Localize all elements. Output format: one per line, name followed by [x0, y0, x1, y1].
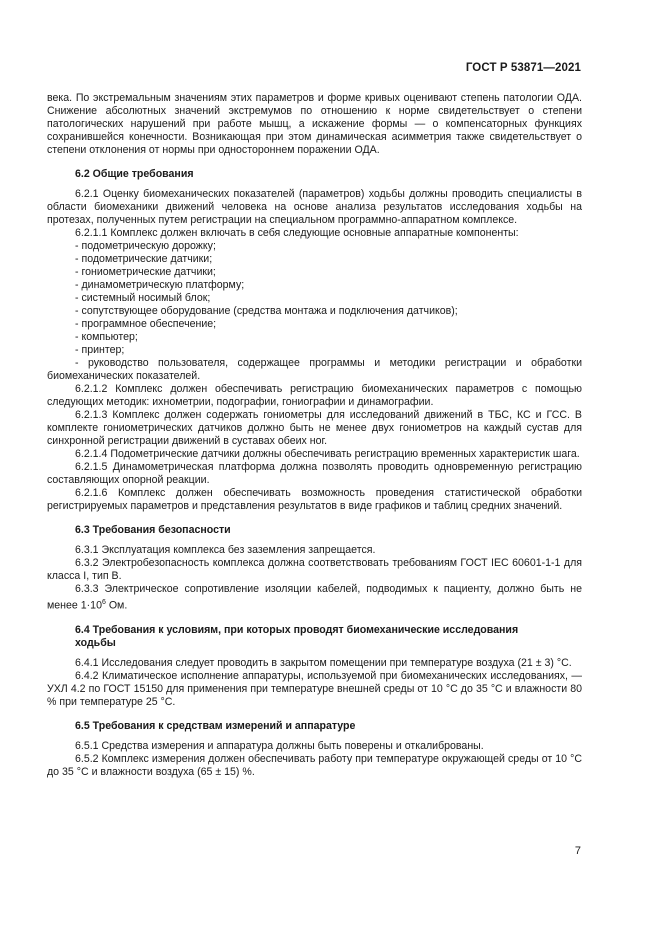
document-header: ГОСТ Р 53871—2021 [465, 62, 581, 74]
paragraph-6-2-1-5: 6.2.1.5 Динамометрическая платформа должна позволять проводить одновременную регистрацию составляющих опорной реакции. [47, 461, 582, 486]
section-heading-6-5: 6.5 Требования к средствам измерений и аппаратуре [75, 719, 356, 732]
paragraph-6-5-1: 6.5.1 Средства измерения и аппаратура должны быть поверены и откалиброваны. [75, 739, 484, 752]
paragraph-6-4-2: 6.4.2 Климатическое исполнение аппаратуры, используемой при биомеханических исследованиях, — УХЛ 4.2 по ГОСТ 15150 для применения при температуре внешней среды от 10 °С до 35 °С и влажности 80 % при температуре 25 °С. [47, 669, 582, 708]
list-item: - принтер; [75, 344, 125, 356]
page-number: 7 [574, 845, 581, 857]
section-heading-6-4: 6.4 Требования к условиям, при которых проводят биомеханические исследования ходьбы [75, 623, 519, 649]
paragraph-6-2-1-2: 6.2.1.2 Комплекс должен обеспечивать регистрацию биомеханических параметров с помощью следующих методик: ихнометрии, подографии, гониографии и динамографии. [47, 383, 582, 408]
list-item: - подометрическую дорожку; [75, 240, 216, 252]
paragraph-6-2-1-4: 6.2.1.4 Подометрические датчики должны обеспечивать регистрацию временных характеристик шага. [75, 448, 580, 460]
paragraph-6-3-1: 6.3.1 Эксплуатация комплекса без заземления запрещается. [75, 544, 376, 556]
list-item: - руководство пользователя, содержащее программы и методики регистрации и обработки биомеханических показателей. [47, 357, 582, 382]
list-item: - подометрические датчики; [75, 253, 213, 265]
paragraph-6-3-3 [47, 583, 582, 613]
list-item: - сопутствующее оборудование (средства монтажа и подключения датчиков); [75, 305, 458, 317]
section-heading-6-3: 6.3 Требования безопасности [75, 524, 231, 536]
list-item: - гониометрические датчики; [75, 266, 216, 278]
paragraph-6-2-1: 6.2.1 Оценку биомеханических показателей (параметров) ходьбы должны проводить специалисты в области биомеханики движений человека на основе анализа результатов исследования ходьбы на протезах, полученных путем регистрации на специальном программно-аппаратном комплексе. [47, 188, 582, 226]
list-item: - динамометрическую платформу; [75, 279, 245, 291]
page-body [47, 92, 582, 779]
list-item: - программное обеспечение; [75, 318, 217, 330]
exponent: 6 [101, 599, 106, 606]
intro-paragraph: века. По экстремальным значениям этих параметров и форме кривых оценивают степень патологии ОДА. Снижение абсолютных значений экстремумов по отношению к норме свидетельствует о степени патологических нарушений при работе мышц, а искажение формы — о компенсаторных функциях сохранившейся конечности. Возникающая при этом динамическая асимметрия также свидетельствует о степени отклонения от нормы при одностороннем поражении ОДА. [47, 92, 582, 156]
list-item: - системный носимый блок; [75, 292, 211, 304]
paragraph-6-2-1-1: 6.2.1.1 Комплекс должен включать в себя следующие основные аппаратные компоненты: [75, 227, 519, 239]
paragraph-6-3-2: 6.3.2 Электробезопасность комплекса должна соответствовать требованиям ГОСТ IEC 60601-1-1 для класса I, тип В. [47, 557, 582, 582]
paragraph-6-4-1: 6.4.1 Исследования следует проводить в закрытом помещении при температуре воздуха (21 ± 3) °С. [75, 656, 572, 669]
paragraph-6-2-1-3: 6.2.1.3 Комплекс должен содержать гониометры для исследований движений в ТБС, КС и ГСС. В комплекте гониометрических датчиков должно быть не менее двух гониометров на каждый сустав для синхронной регистрации движений в суставах обеих ног. [47, 409, 582, 447]
paragraph-6-2-1-6: 6.2.1.6 Комплекс должен обеспечивать возможность проведения статистической обработки регистрируемых параметров и представления результатов в виде графиков и таблиц средних значений. [47, 487, 582, 512]
section-heading-6-2: 6.2 Общие требования [75, 168, 194, 180]
paragraph-6-5-2: 6.5.2 Комплекс измерения должен обеспечивать работу при температуре окружающей среды от 10 °С до 35 °С и влажности воздуха (65 ± 15) %. [47, 752, 582, 778]
paragraph-6-3-3-text: 6.3.3 Электрическое сопротивление изоляции кабелей, подводимых к пациенту, должно быть не менее 1·10 [47, 583, 582, 612]
list-item: - компьютер; [75, 331, 138, 343]
unit: Ом. [105, 599, 128, 612]
